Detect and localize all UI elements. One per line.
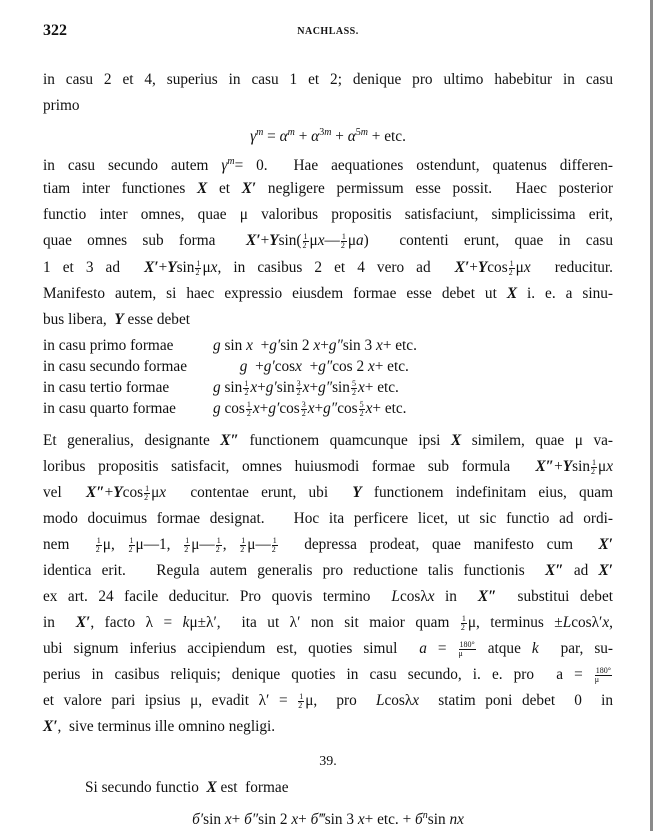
case-label: in casu tertio formae — [43, 379, 170, 396]
equation-sigma: б′sin x+ б″sin 2 x+ б‴sin 3 x+ etc. + $б^n\sin$ nx — [192, 810, 464, 829]
case-formula: g +g′cosx +g″cos 2 x+ etc. — [239, 358, 409, 375]
text-line: modo docuimus formae designat. Hoc ita perficere licet, ut sic functio ad ordi- — [43, 510, 613, 527]
text-line: functio inter omnes, quae μ valoribus propositis satisfaciunt, simplicissima erit, — [43, 206, 613, 223]
text-line: perius in casibus reliquis; denique quoties in casu secundo, i. e. pro a = $\frac{180^\circ}{\mu}$ — [43, 665, 611, 684]
text-line: 1 et 3 ad X′+Ysin $\frac{1}{2}$ μx, in casibus 2 et 4 vero ad X′+Ycos $\frac{1}{2}$ μx reducitur. — [43, 258, 613, 277]
page-number: 322 — [43, 22, 67, 39]
case-label: in casu secundo formae — [43, 358, 187, 375]
text-line: et valore pari ipsius μ, evadit λ′ = $\frac{1}{2}$ μ, pro Lcosλx statim poni debet 0 in — [43, 691, 613, 710]
section-intro: Si secundo functio X est formae — [85, 779, 289, 796]
text-line: nem $\frac{1}{2}$ μ, $\frac{1}{2}$ μ—1, $\frac{1}{2}$ μ— $\frac{1}{2}$ , $\frac{1}{2}$ μ— $\frac{1}{2}$ depressa prodeat, quae manifesto cum X′ — [43, 535, 613, 554]
text-line: loribus propositis satisfacit, omnes huiusmodi formae sub formula X″+Ysin $\frac{1}{2}$ μx — [43, 457, 613, 476]
text-line: Et generalius, designante X″ functionem quamcunque ipsi X similem, quae μ va- — [43, 432, 613, 449]
case-formula: g sin $\frac{1}{2}$ x+g′sin $\frac{3}{2}$ x+g″sin $\frac{5}{2}$ x+ etc. — [213, 378, 399, 397]
text-line: ex art. 24 facile deducitur. Pro quovis termino Lcosλx in X″ substitui debet — [43, 588, 613, 605]
text-line: tiam inter functiones X et X′ negligere permissum esse possit. Haec posterior — [43, 180, 613, 197]
case-formula: g sin x +g′sin 2 x+g″sin 3 x+ etc. — [213, 337, 417, 354]
section-number: 39. — [319, 754, 337, 769]
text-line: ubi signum inferius accipiendum est, quoties simul a = $\frac{180^\circ}{\mu}$ atque k par, su- — [43, 639, 614, 658]
text-line: primo — [43, 97, 80, 114]
text-line: vel X″+Ycos $\frac{1}{2}$ μx contentae erunt, ubi Y functionem indefinitam eius, quam — [43, 483, 613, 502]
text-line: bus libera, Y esse debet — [43, 311, 190, 328]
text-line: quae omnes sub forma X′+Ysin( $\frac{1}{2}$ μx— $\frac{1}{2}$ μa) contenti erunt, quae in casu — [43, 231, 613, 250]
case-label: in casu primo formae — [43, 337, 174, 354]
text-line: Manifesto autem, si haec expressio eiusdem formae esse debet ut X i. e. a sinu- — [43, 285, 613, 302]
text-line: in casu secundo autem $\gamma^m= 0$. Hae aequationes ostendunt, quatenus differen- — [43, 156, 613, 175]
case-formula: g cos $\frac{1}{2}$ x+g′cos $\frac{3}{2}$ x+g″cos $\frac{5}{2}$ x+ etc. — [213, 399, 407, 418]
equation-gamma: $\gamma^m = \alpha^m + \alpha^{3m} + \alpha^{5m}$ + etc. — [250, 127, 406, 146]
case-label: in casu quarto formae — [43, 400, 176, 417]
text-line: in X′, facto λ = kμ±λ′, ita ut λ′ non sit maior quam $\frac{1}{2}$ μ, terminus ±Lcosλ′x, — [43, 613, 613, 632]
text-line: identica erit. Regula autem generalis pro reductione talis functionis X″ ad X′ — [43, 562, 613, 579]
page-header — [43, 22, 613, 42]
running-title: NACHLASS. — [297, 26, 359, 37]
text-line: X′, sive terminus ille omnino negligi. — [43, 718, 276, 735]
text-line: in casu 2 et 4, superius in casu 1 et 2; denique pro ultimo habebitur in casu — [43, 71, 613, 88]
